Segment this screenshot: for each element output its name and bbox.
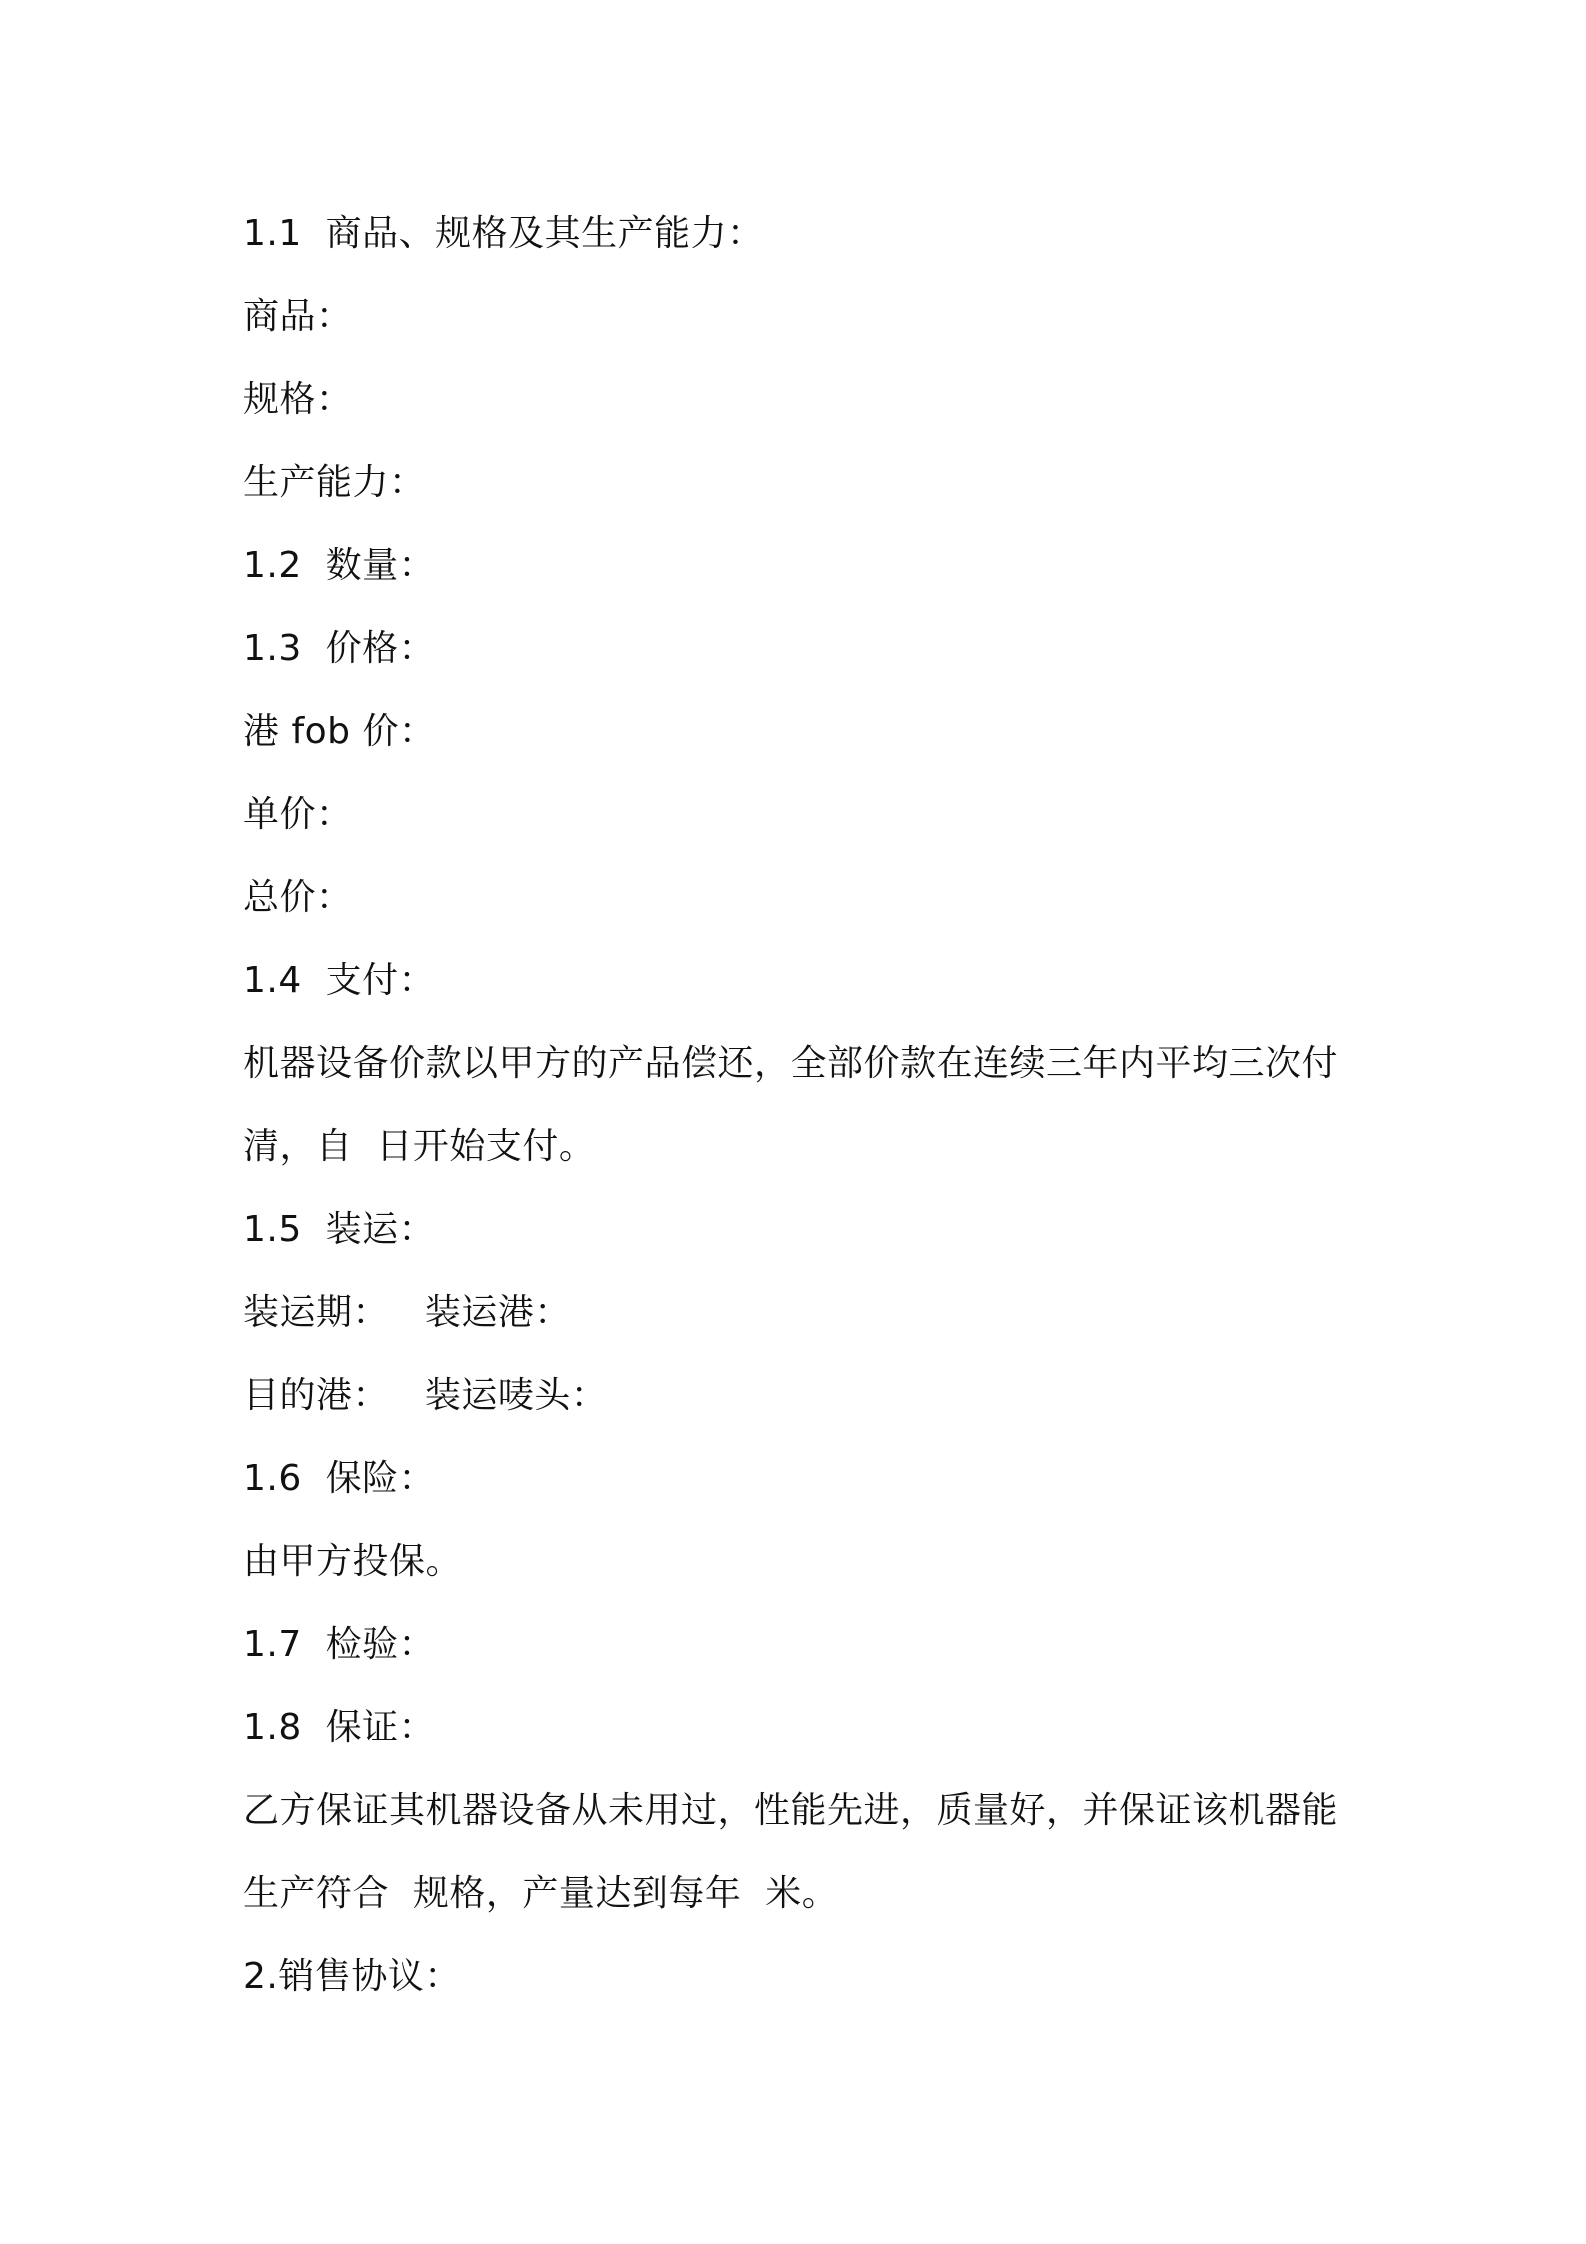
insurance-paragraph: 由甲方投保。 [243,1541,463,1582]
field-shipment-period-port: 装运期： 装运港： [243,1292,571,1333]
section-heading-1-7: 1.7 检验： [243,1624,436,1665]
section-heading-1-6: 1.6 保险： [243,1458,436,1499]
section-heading-1-1: 1.1 商品、规格及其生产能力： [243,213,764,254]
section-heading-1-5: 1.5 装运： [243,1209,436,1250]
document-body [243,192,1363,2018]
section-heading-1-2: 1.2 数量： [243,545,436,586]
field-destination-marks: 目的港： 装运唛头： [243,1375,608,1416]
field-specification: 规格： [243,379,353,420]
field-fob-price: 港 fob 价： [243,711,436,752]
section-heading-1-3: 1.3 价格： [243,628,436,669]
guarantee-paragraph-line-1: 乙方保证其机器设备从未用过，性能先进，质量好，并保证该机器能 [243,1790,1339,1831]
payment-paragraph-line-1: 机器设备价款以甲方的产品偿还，全部价款在连续三年内平均三次付 [243,1043,1339,1084]
payment-paragraph-line-2: 清，自 日开始支付。 [243,1126,596,1167]
guarantee-paragraph-line-2: 生产符合 规格，产量达到每年 米。 [243,1873,839,1914]
field-total-price: 总价： [243,877,353,918]
section-heading-1-4: 1.4 支付： [243,960,436,1001]
field-production-capacity: 生产能力： [243,462,426,503]
field-unit-price: 单价： [243,794,353,835]
section-heading-2: 2.销售协议： [243,1956,461,1997]
field-goods: 商品： [243,296,353,337]
section-heading-1-8: 1.8 保证： [243,1707,436,1748]
